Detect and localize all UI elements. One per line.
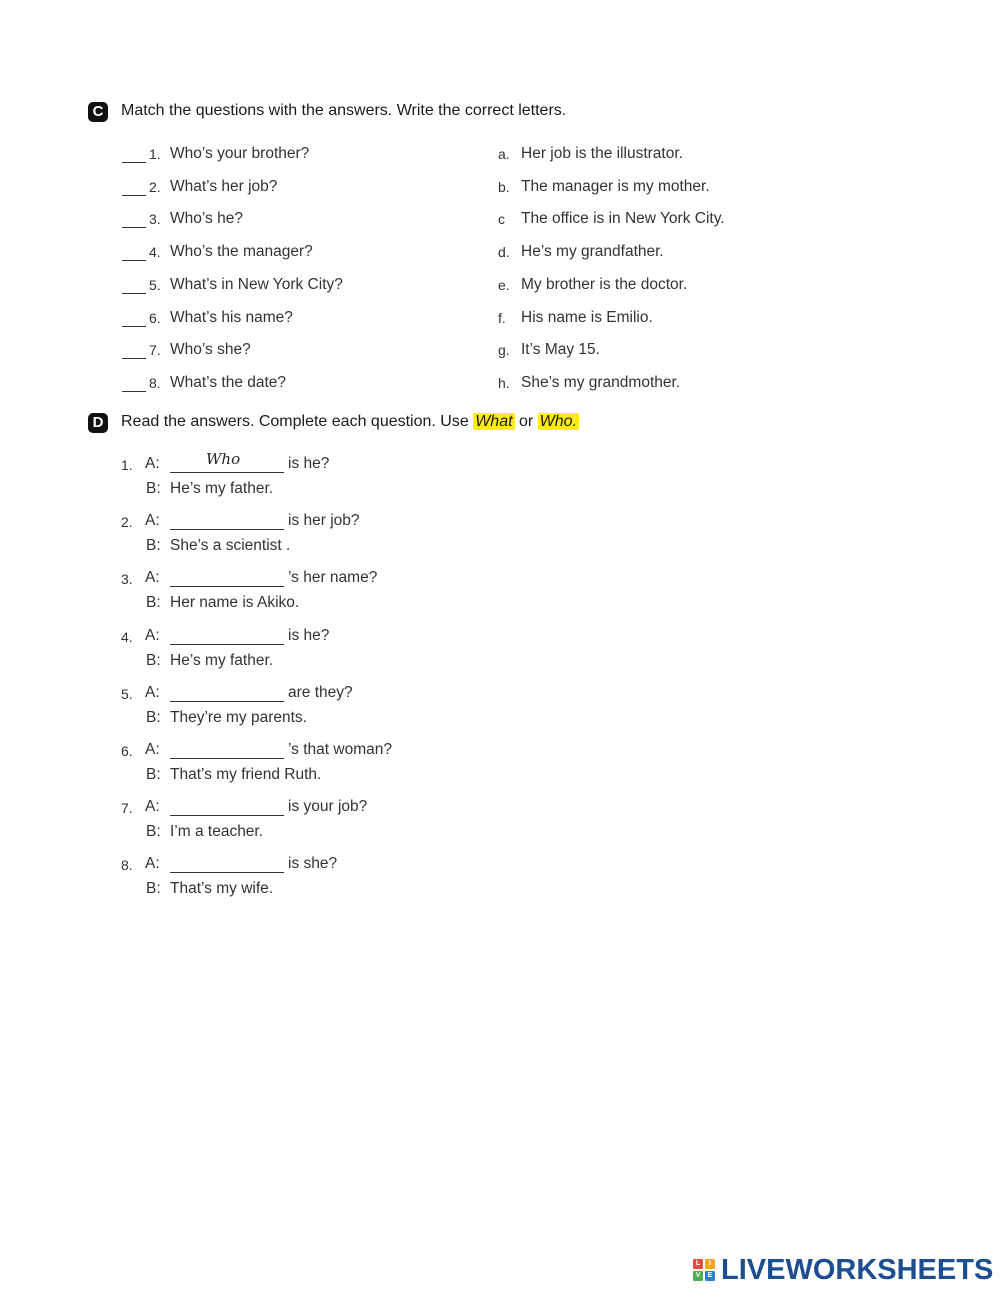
instruction-text: Read the answers. Complete each question. Use [121, 413, 474, 430]
answer-letter: g. [498, 342, 510, 359]
logo-square: L [693, 1259, 703, 1269]
item-number: 6. [121, 743, 133, 759]
question-text: Who’s the manager? [170, 243, 313, 261]
logo-square: I [705, 1259, 715, 1269]
answer-text: His name is Emilio. [521, 308, 653, 326]
answer-sentence: They’re my parents. [170, 708, 307, 726]
answer-letter: d. [498, 244, 510, 261]
section-c-instruction: Match the questions with the answers. Write the correct letters. [121, 102, 567, 119]
item-number: 4. [121, 628, 133, 645]
answer-sentence: That’s my friend Ruth. [170, 766, 322, 783]
answer-blank-7[interactable] [122, 342, 146, 359]
question-number: 7. [149, 342, 161, 359]
question-rest: ’s that woman? [288, 741, 392, 758]
answer-letter: c [498, 211, 505, 228]
answer-letter: b. [498, 178, 510, 195]
answer-text: The office is in New York City. [521, 210, 725, 228]
answer-blank-3[interactable] [122, 211, 146, 228]
speaker-b-label: B: [146, 537, 161, 555]
question-rest: are they? [288, 683, 353, 701]
speaker-b-label: B: [146, 480, 161, 497]
question-blank-1[interactable] [170, 450, 284, 473]
speaker-b-label: B: [146, 880, 161, 898]
answer-blank-4[interactable] [122, 244, 146, 261]
answer-blank-6[interactable] [122, 310, 146, 327]
answer-text: The manager is my mother. [521, 177, 710, 195]
question-number: 6. [149, 309, 161, 326]
answer-blank-2[interactable] [122, 179, 146, 196]
question-number: 8. [149, 374, 161, 391]
section-d-badge: D [88, 413, 108, 433]
question-text: Who’s he? [170, 210, 243, 228]
answer-text: It’s May 15. [521, 341, 600, 359]
answer-sentence: That’s my wife. [170, 880, 274, 898]
question-rest: is he? [288, 626, 330, 644]
question-blank-8[interactable] [170, 856, 284, 873]
speaker-b-label: B: [146, 766, 161, 783]
liveworksheets-logo [693, 1254, 993, 1286]
logo-squares-icon [693, 1259, 715, 1281]
question-number: 3. [149, 211, 161, 228]
answer-sentence: She’s a scientist . [170, 537, 291, 555]
speaker-a-label: A: [145, 626, 160, 644]
question-blank-3[interactable] [170, 570, 284, 587]
item-number: 3. [121, 571, 133, 588]
question-text: Who’s your brother? [170, 145, 310, 162]
answer-text: My brother is the doctor. [521, 275, 688, 293]
speaker-a-label: A: [145, 569, 160, 587]
question-blank-7[interactable] [170, 799, 284, 816]
answer-letter: a. [498, 146, 510, 162]
question-rest: is her job? [288, 512, 360, 530]
item-number: 8. [121, 857, 133, 874]
question-text: What’s her job? [170, 177, 278, 195]
speaker-b-label: B: [146, 594, 161, 612]
speaker-a-label: A: [145, 455, 160, 472]
answer-text: She’s my grandmother. [521, 373, 681, 391]
answer-blank-8[interactable] [122, 375, 146, 392]
answer-blank-1[interactable] [122, 146, 146, 163]
question-rest: is she? [288, 855, 338, 873]
item-number: 7. [121, 800, 133, 817]
speaker-a-label: A: [145, 683, 160, 701]
answer-letter: f. [498, 309, 506, 326]
question-text: What’s his name? [170, 308, 293, 326]
question-rest: is your job? [288, 798, 368, 816]
logo-square: E [705, 1271, 715, 1281]
item-number: 1. [121, 457, 133, 473]
answer-sentence: Her name is Akiko. [170, 594, 300, 612]
section-c-badge: C [88, 102, 108, 122]
answer-text: He’s my grandfather. [521, 243, 664, 261]
answer-blank-5[interactable] [122, 277, 146, 294]
answer-text: Her job is the illustrator. [521, 145, 683, 162]
highlight-who: Who. [539, 413, 578, 430]
speaker-b-label: B: [146, 651, 161, 669]
question-blank-6[interactable] [170, 742, 284, 759]
question-text: What’s the date? [170, 373, 287, 391]
speaker-a-label: A: [145, 855, 160, 873]
question-rest: is he? [288, 455, 330, 472]
answer-sentence: He’s my father. [170, 651, 274, 669]
speaker-a-label: A: [145, 512, 160, 530]
logo-text: LIVEWORKSHEETS [721, 1253, 994, 1286]
question-number: 4. [149, 244, 161, 261]
speaker-b-label: B: [146, 823, 161, 841]
question-number: 2. [149, 178, 161, 195]
section-d-instruction [121, 413, 579, 431]
question-number: 1. [149, 146, 161, 162]
answer-sentence: He’s my father. [170, 480, 274, 497]
handwritten-answer: Who [206, 450, 241, 468]
question-blank-2[interactable] [170, 513, 284, 530]
answer-sentence: I’m a teacher. [170, 823, 264, 841]
instruction-or: or [514, 413, 538, 430]
speaker-a-label: A: [145, 798, 160, 816]
speaker-a-label: A: [145, 741, 160, 758]
answer-letter: e. [498, 276, 510, 293]
question-blank-4[interactable] [170, 628, 284, 645]
question-blank-5[interactable] [170, 685, 284, 702]
speaker-b-label: B: [146, 708, 161, 726]
answer-letter: h. [498, 374, 510, 391]
logo-square: V [693, 1271, 703, 1281]
item-number: 2. [121, 514, 133, 531]
question-text: Who’s she? [170, 341, 251, 359]
question-number: 5. [149, 276, 161, 293]
item-number: 5. [121, 685, 133, 702]
question-text: What’s in New York City? [170, 275, 343, 293]
question-rest: ’s her name? [288, 569, 378, 587]
highlight-what: What [475, 413, 513, 430]
